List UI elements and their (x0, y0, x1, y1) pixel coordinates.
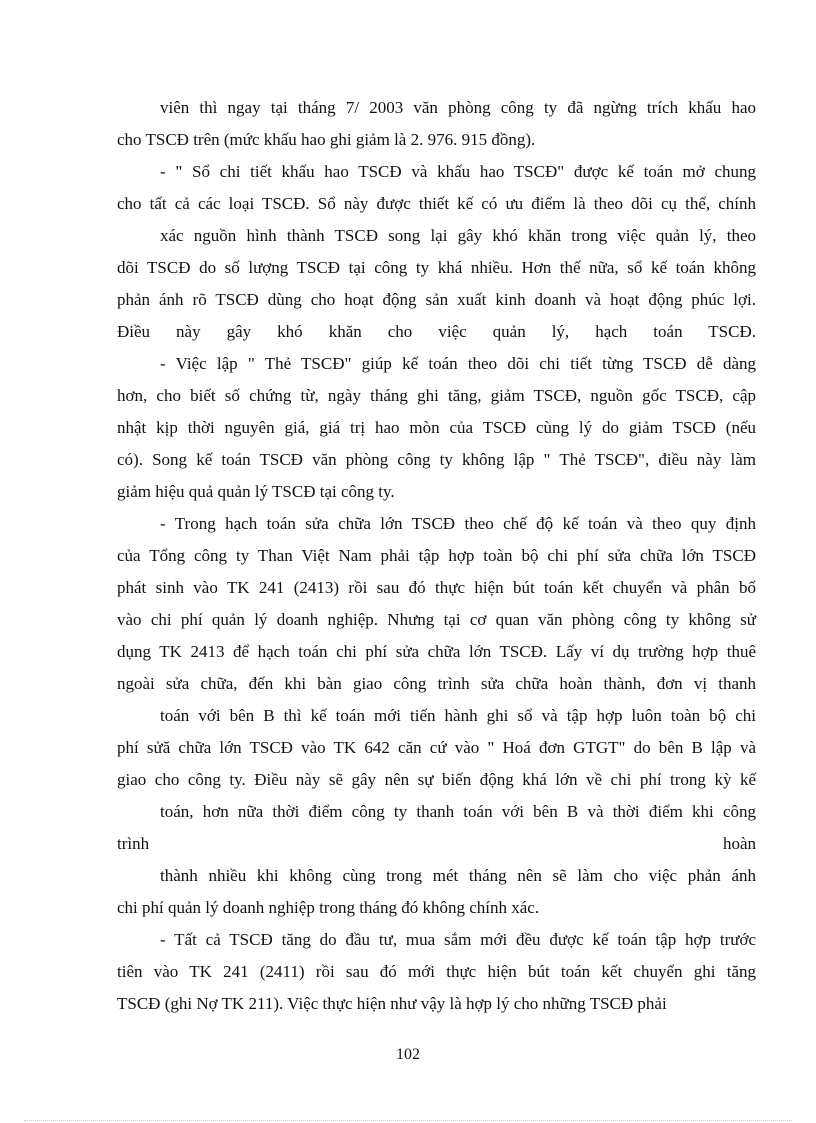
text-line: - Việc lập " Thẻ TSCĐ" giúp kế toán theo dõi chi tiết từng TSCĐ dễ dàng (160, 354, 756, 373)
text-line: ngoài sửa chữa, đến khi bàn giao công trình sửa chữa hoàn thành, đơn vị thanh (117, 674, 756, 693)
text-line: thành nhiều khi không cùng trong mét tháng nên sẽ làm cho việc phản ánh (160, 866, 756, 885)
page-bottom-rule (24, 1120, 792, 1121)
text-line: hơn, cho biết số chứng từ, ngày tháng ghi tăng, giảm TSCĐ, nguồn gốc TSCĐ, cập (117, 386, 756, 405)
text-line: - " Sổ chi tiết khấu hao TSCĐ và khấu hao TSCĐ" được kế toán mở chung (160, 162, 756, 181)
text-line: vào chi phí quản lý doanh nghiệp. Nhưng tại cơ quan văn phòng công ty không sử (117, 610, 756, 629)
text-line: tiên vào TK 241 (2411) rồi sau đó mới thực hiện bút toán kết chuyển ghi tăng (117, 962, 756, 981)
text-line: xác nguồn hình thành TSCĐ song lại gây khó khăn trong việc quản lý, theo (160, 226, 756, 245)
text-line: viên thì ngay tại tháng 7/ 2003 văn phòng công ty đã ngừng trích khấu hao (160, 98, 756, 117)
text-line: dụng TK 2413 để hạch toán chi phí sửa chữa lớn TSCĐ. Lấy ví dụ trường hợp thuê (117, 642, 756, 661)
text-line: cho TSCĐ trên (mức khấu hao ghi giảm là 2. 976. 915 đồng). (117, 130, 536, 149)
text-line: Điều này gây khó khăn cho việc quản lý, hạch toán TSCĐ. (117, 322, 756, 341)
text-line: trình hoàn (117, 834, 756, 853)
text-line: của Tổng công ty Than Việt Nam phải tập hợp toàn bộ chi phí sửa chữa lớn TSCĐ (117, 546, 756, 565)
page-number: 102 (396, 1046, 420, 1063)
text-line: dõi TSCĐ do số lượng TSCĐ tại công ty khá nhiều. Hơn thế nữa, sổ kế toán không (117, 258, 756, 277)
text-line: giảm hiệu quả quản lý TSCĐ tại công ty. (117, 482, 395, 501)
text-line: phát sinh vào TK 241 (2413) rồi sau đó thực hiện bút toán kết chuyển và phân bổ (117, 578, 756, 597)
text-line: - Trong hạch toán sửa chữa lớn TSCĐ theo chế độ kế toán và theo quy định (160, 514, 756, 533)
text-line: phí sửă chữa lớn TSCĐ vào TK 642 căn cứ vào " Hoá đơn GTGT" do bên B lập và (117, 738, 756, 757)
text-line: toán, hơn nữa thời điểm công ty thanh toán với bên B và thời điểm khi công (160, 802, 756, 821)
text-line: có). Song kế toán TSCĐ văn phòng công ty không lập " Thẻ TSCĐ", điều này làm (117, 450, 756, 469)
text-line: giao cho công ty. Điều này sẽ gây nên sự biến động khá lớn về chi phí trong kỳ kế (117, 770, 756, 789)
text-line: nhật kịp thời nguyên giá, giá trị hao mòn của TSCĐ cùng lý do giảm TSCĐ (nếu (117, 418, 756, 437)
text-line: chi phí quản lý doanh nghiệp trong tháng đó không chính xác. (117, 898, 540, 917)
text-line: TSCĐ (ghi Nợ TK 211). Việc thực hiện như vậy là hợp lý cho những TSCĐ phải (117, 994, 667, 1013)
text-line: phản ánh rõ TSCĐ dùng cho hoạt động sản xuất kinh doanh và hoạt động phúc lợi. (117, 290, 756, 309)
text-line: - Tất cả TSCĐ tăng do đầu tư, mua sắm mới đều được kế toán tập hợp trước (160, 930, 756, 949)
text-line: toán với bên B thì kế toán mới tiến hành ghi sổ và tập hợp luôn toàn bộ chi (160, 706, 756, 725)
text-line: cho tất cả các loại TSCĐ. Sổ này được thiết kế có ưu điểm là theo dõi cụ thể, chính (117, 194, 756, 213)
